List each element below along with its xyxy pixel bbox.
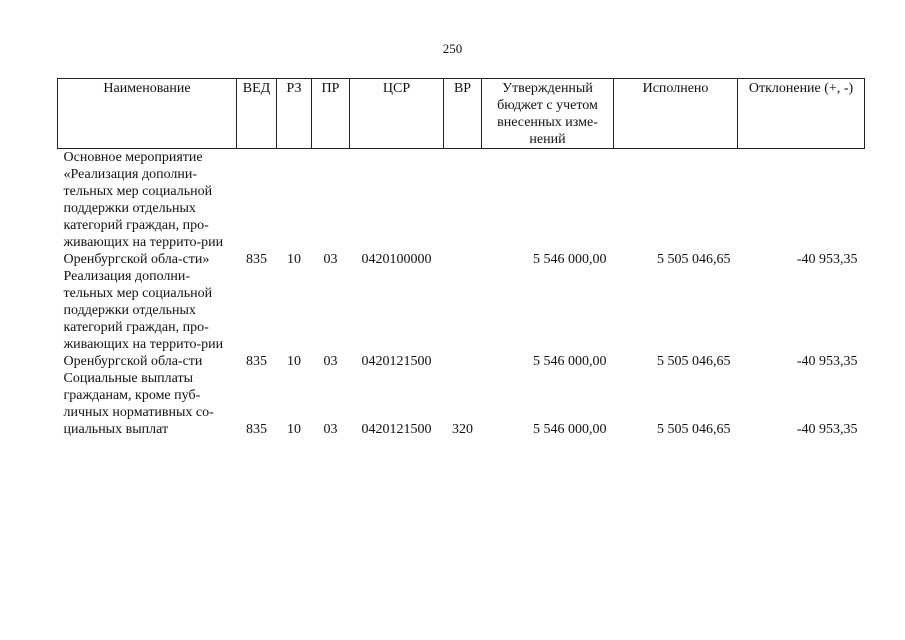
table-row [58,370,865,438]
row-budget: 5 546 000,00 [533,354,607,369]
table-row [58,268,865,370]
row-rz: 10 [287,252,301,267]
header-ved: ВЕД [237,79,277,149]
row-vr [444,149,482,269]
row-pr: 03 [323,354,338,369]
row-executed: 5 505 046,65 [657,422,731,437]
header-deviation: Отклонение (+, -) [738,79,865,149]
row-name: Реализация дополни-тельных мер социальной поддержки отдельных категорий граждан, про-живающих на террито-рии Оренбургской обла-сти [63,269,224,369]
header-executed: Исполнено [614,79,738,149]
row-budget: 5 546 000,00 [533,422,607,437]
row-executed: 5 505 046,65 [657,252,731,267]
row-deviation: -40 953,35 [796,252,858,267]
header-csr: ЦСР [350,79,444,149]
row-ved: 835 [246,252,267,267]
row-budget: 5 546 000,00 [533,252,607,267]
row-csr: 0420100000 [361,252,432,267]
row-rz: 10 [287,354,301,369]
budget-table [57,78,865,438]
row-ved: 835 [246,354,267,369]
row-name: Социальные выплаты гражданам, кроме пуб-личных нормативных со-циальных выплат [63,371,214,437]
page-number: 250 [442,41,463,56]
header-rz: РЗ [277,79,312,149]
row-deviation: -40 953,35 [796,422,858,437]
header-budget: Утвержденный бюджет с учетом внесенных изме-нений [482,79,614,149]
row-ved: 835 [246,422,267,437]
row-rz: 10 [287,422,301,437]
header-vr: ВР [444,79,482,149]
table-row [58,149,865,269]
header-row [58,79,865,149]
row-vr [444,268,482,370]
row-deviation: -40 953,35 [796,354,858,369]
row-name: Основное мероприятие «Реализация дополни-тельных мер социальной поддержки отдельных категорий граждан, про-живающих на террито-рии Оренбургской обла-сти» [63,150,224,267]
row-vr: 320 [452,422,473,437]
row-executed: 5 505 046,65 [657,354,731,369]
row-pr: 03 [323,422,338,437]
row-csr: 0420121500 [361,354,432,369]
row-csr: 0420121500 [361,422,432,437]
header-pr: ПР [312,79,350,149]
row-pr: 03 [323,252,338,267]
header-name: Наименование [58,79,237,149]
